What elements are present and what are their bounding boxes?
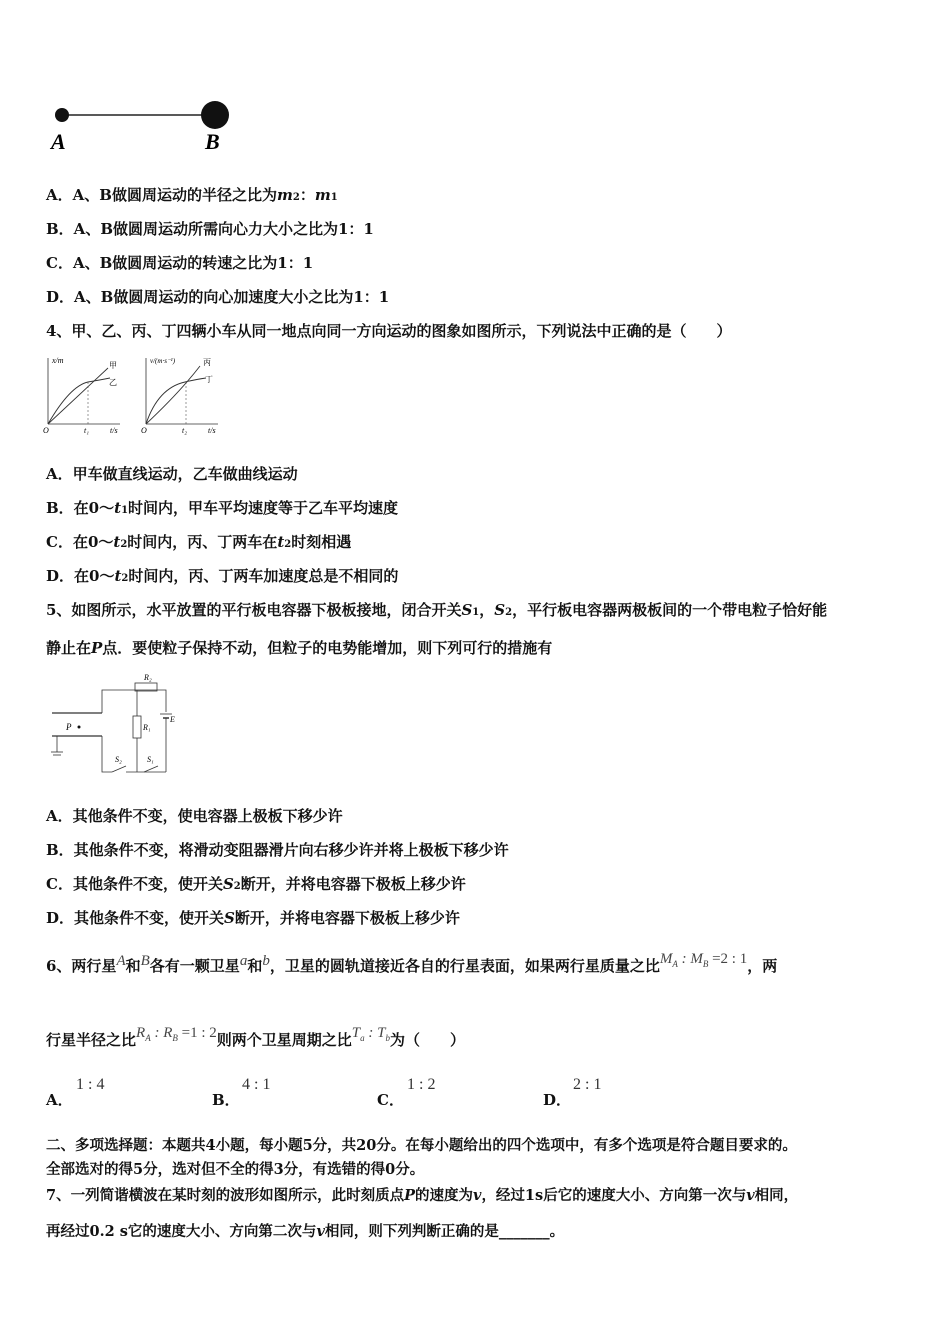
q7-stem-line1 bbox=[46, 1186, 798, 1206]
graph2-origin: O bbox=[141, 426, 147, 435]
q4c-t2: t bbox=[277, 533, 285, 551]
q7-v: v bbox=[473, 1187, 482, 1204]
e-label: E bbox=[170, 715, 175, 724]
q6-radius-ratio: $R_A$ : $R_B =1$ : 2 bbox=[136, 1025, 217, 1043]
q5d-pre: D．其他条件不变，使开关 bbox=[46, 909, 225, 927]
m2-symbol: m bbox=[276, 186, 293, 204]
graph2-ylabel: v/(m·s⁻¹) bbox=[150, 357, 176, 365]
q7-l1-mid2: ，经过1s后它的速度大小、方向第一次与 bbox=[481, 1187, 747, 1204]
q6-planet-b: B bbox=[140, 953, 150, 969]
q5-option-c[interactable] bbox=[46, 874, 466, 897]
circuit-p-label: P bbox=[66, 722, 72, 732]
q4c-mid: 时间内，丙、丁两车在 bbox=[127, 533, 278, 551]
q5-s2-sub: 2 bbox=[505, 607, 513, 618]
curve-jia bbox=[48, 368, 108, 424]
q3-option-d[interactable]: D．A、B做圆周运动的向心加速度大小之比为1：1 bbox=[46, 288, 390, 306]
ball-b bbox=[201, 101, 229, 129]
q6-p1: 6、两行星 bbox=[46, 957, 117, 975]
q5-option-d[interactable] bbox=[46, 908, 460, 928]
q7-l1-mid: 的速度为 bbox=[415, 1187, 473, 1204]
curve-yi bbox=[48, 378, 110, 424]
curve-bing bbox=[146, 366, 200, 424]
graph1-curve1-label: 甲 bbox=[109, 361, 117, 370]
q5-sep: ， bbox=[479, 601, 495, 619]
q4c-post: 时刻相遇 bbox=[291, 533, 352, 551]
q6-option-b-label: B． bbox=[212, 1091, 240, 1109]
q4d-post: 时间内，丙、丁两车加速度总是不相同的 bbox=[128, 567, 399, 585]
q5-s1: S bbox=[461, 601, 473, 619]
q6-option-d-label: D． bbox=[543, 1091, 572, 1109]
q6-l2-p2: 则两个卫星周期之比 bbox=[216, 1031, 352, 1049]
graph-v-t bbox=[141, 357, 218, 435]
q5-s1-sub: 1 bbox=[472, 607, 480, 618]
switch-s1 bbox=[144, 766, 158, 772]
graph-x-t bbox=[43, 356, 120, 435]
q5-s2: S bbox=[494, 601, 506, 619]
q5-stem-line1 bbox=[46, 600, 827, 623]
graph1-ylabel: x/m bbox=[52, 356, 64, 365]
particle-p bbox=[78, 726, 81, 729]
q6-option-a-label: A． bbox=[46, 1091, 73, 1109]
m2-sub: 2 bbox=[292, 192, 300, 203]
q4-graphs bbox=[40, 352, 240, 437]
q7-l2-pre: 再经过0.2 s它的速度大小、方向第二次与 bbox=[46, 1223, 317, 1240]
graph1-origin: O bbox=[43, 426, 49, 435]
q5c-sub: 2 bbox=[233, 881, 241, 892]
label-a: A bbox=[51, 129, 66, 154]
q5d-post: 断开，并将电容器下极板上移少许 bbox=[234, 909, 460, 927]
r2-label: R₂ bbox=[144, 673, 152, 682]
m1-sub: 1 bbox=[330, 192, 338, 203]
q4d-pre: D．在0～ bbox=[46, 567, 115, 585]
q4c-pre: C．在0～ bbox=[46, 533, 114, 551]
q6-option-a-value: 1 : 4 bbox=[76, 1076, 105, 1093]
q6-sat-a: a bbox=[239, 953, 248, 969]
graph2-curve2-label: 丁 bbox=[205, 375, 213, 384]
q5-l2-post: 点．要使粒子保持不动，但粒子的电势能增加，则下列可行的措施有 bbox=[102, 639, 553, 657]
q3-option-a-text: A．A、B做圆周运动的半径之比为 bbox=[46, 186, 277, 204]
switch-s2 bbox=[112, 766, 126, 772]
q5-stem-line2 bbox=[46, 638, 552, 658]
q4b-pre: B．在0～ bbox=[46, 499, 115, 517]
graph1-t1: t₁ bbox=[84, 426, 90, 435]
q4b-sub: 1 bbox=[121, 505, 129, 516]
label-b: B bbox=[205, 129, 220, 154]
section2-heading-line1: 二、多项选择题：本题共4小题，每小题5分，共20分。在每小题给出的四个选项中，有多个选项是符合题目要求的。 bbox=[46, 1137, 797, 1154]
q6-option-c-label: C． bbox=[377, 1091, 404, 1109]
q4-option-d[interactable] bbox=[46, 566, 398, 589]
graph2-xlabel: t/s bbox=[208, 426, 216, 435]
q4-option-b[interactable] bbox=[46, 498, 398, 521]
q6-planet-a: A bbox=[116, 953, 126, 969]
q6-option-d-value: 2 : 1 bbox=[573, 1076, 602, 1093]
q6-period-ratio: $T_a$ : $T_b$ bbox=[351, 1025, 390, 1043]
q7-v3: v bbox=[316, 1223, 325, 1240]
q5-p: P bbox=[91, 639, 103, 657]
q4-stem: 4、甲、乙、丙、丁四辆小车从同一地点向同一方向运动的图象如图所示，下列说法中正确的是（ ） bbox=[46, 322, 732, 340]
q6-mass-ratio: $M_A$ : $M_B =2$ : 1 bbox=[659, 951, 748, 969]
section2-heading-line2: 全部选对的得5分，选对但不全的得3分，有选错的得0分。 bbox=[46, 1161, 425, 1178]
q6-l2-p3: 为（ ） bbox=[389, 1031, 465, 1049]
s1-label: S₁ bbox=[147, 755, 154, 764]
q5-option-a[interactable]: A．其他条件不变，使电容器上极板下移少许 bbox=[46, 807, 343, 825]
q5c-pre: C．其他条件不变，使开关 bbox=[46, 875, 223, 893]
q7-stem-line2 bbox=[46, 1222, 564, 1242]
graph1-xlabel: t/s bbox=[110, 426, 118, 435]
q4b-post: 时间内，甲车平均速度等于乙车平均速度 bbox=[128, 499, 399, 517]
q7-p: P bbox=[404, 1187, 415, 1204]
q6-p5: ，卫星的圆轨道接近各自的行星表面，如果两行星质量之比 bbox=[269, 957, 660, 975]
q4d-sub: 2 bbox=[121, 573, 129, 584]
q7-l2-post: 相同，则下列判断正确的是_______。 bbox=[324, 1223, 565, 1240]
q6-option-c-value: 1 : 2 bbox=[407, 1076, 436, 1093]
q6-l2-p1: 行星半径之比 bbox=[46, 1031, 137, 1049]
q3-option-a[interactable] bbox=[46, 185, 338, 208]
q4-option-a[interactable]: A．甲车做直线运动，乙车做曲线运动 bbox=[46, 465, 298, 483]
q7-l1-post: 相同， bbox=[754, 1187, 799, 1204]
resistor-r1 bbox=[133, 716, 141, 738]
q5-l2-pre: 静止在 bbox=[46, 639, 92, 657]
q5c-post: 断开，并将电容器下极板上移少许 bbox=[240, 875, 466, 893]
q4c-sub2: 2 bbox=[284, 539, 292, 550]
m1-symbol: m bbox=[314, 186, 331, 204]
q6-p4: 和 bbox=[247, 957, 263, 975]
q4-option-c[interactable] bbox=[46, 532, 351, 555]
q7-v2: v bbox=[746, 1187, 755, 1204]
q5-l1-post: ，平行板电容器两极板间的一个带电粒子恰好能 bbox=[512, 601, 828, 619]
q5-circuit bbox=[40, 670, 200, 780]
q7-l1-pre: 7、一列简谐横波在某时刻的波形如图所示，此时刻质点 bbox=[46, 1187, 405, 1204]
q5-option-b[interactable]: B．其他条件不变，将滑动变阻器滑片向右移少许并将上极板下移少许 bbox=[46, 841, 509, 859]
q5-l1-pre: 5、如图所示，水平放置的平行板电容器下极板接地，闭合开关 bbox=[46, 601, 462, 619]
q6-p2: 和 bbox=[125, 957, 141, 975]
s2-label: S₂ bbox=[115, 755, 122, 764]
graph2-t2: t₂ bbox=[182, 426, 188, 435]
q6-p3: 各有一颗卫星 bbox=[149, 957, 240, 975]
q4c-sub: 2 bbox=[120, 539, 128, 550]
q6-sat-b: b bbox=[262, 953, 270, 969]
q6-stem-line2 bbox=[46, 1025, 465, 1056]
q6-option-b-value: 4 : 1 bbox=[242, 1076, 271, 1093]
ratio-colon: ： bbox=[299, 186, 315, 204]
q4c-t: t bbox=[113, 533, 121, 551]
q5c-s: S bbox=[222, 875, 234, 893]
q4b-t: t bbox=[114, 499, 122, 517]
q3-option-b[interactable]: B．A、B做圆周运动所需向心力大小之比为1：1 bbox=[46, 220, 374, 238]
q6-p6: ，两 bbox=[747, 957, 778, 975]
q6-stem-line1 bbox=[46, 951, 778, 982]
graph1-curve2-label: 乙 bbox=[109, 378, 117, 387]
curve-ding bbox=[146, 378, 206, 424]
q3-option-c[interactable]: C．A、B做圆周运动的转速之比为1：1 bbox=[46, 254, 314, 272]
ab-diagram bbox=[40, 95, 260, 160]
ball-a bbox=[55, 108, 69, 122]
graph2-curve1-label: 丙 bbox=[203, 358, 211, 367]
q4d-t: t bbox=[114, 567, 122, 585]
q5d-s: S bbox=[224, 909, 235, 927]
r1-label: R₁ bbox=[143, 723, 151, 732]
